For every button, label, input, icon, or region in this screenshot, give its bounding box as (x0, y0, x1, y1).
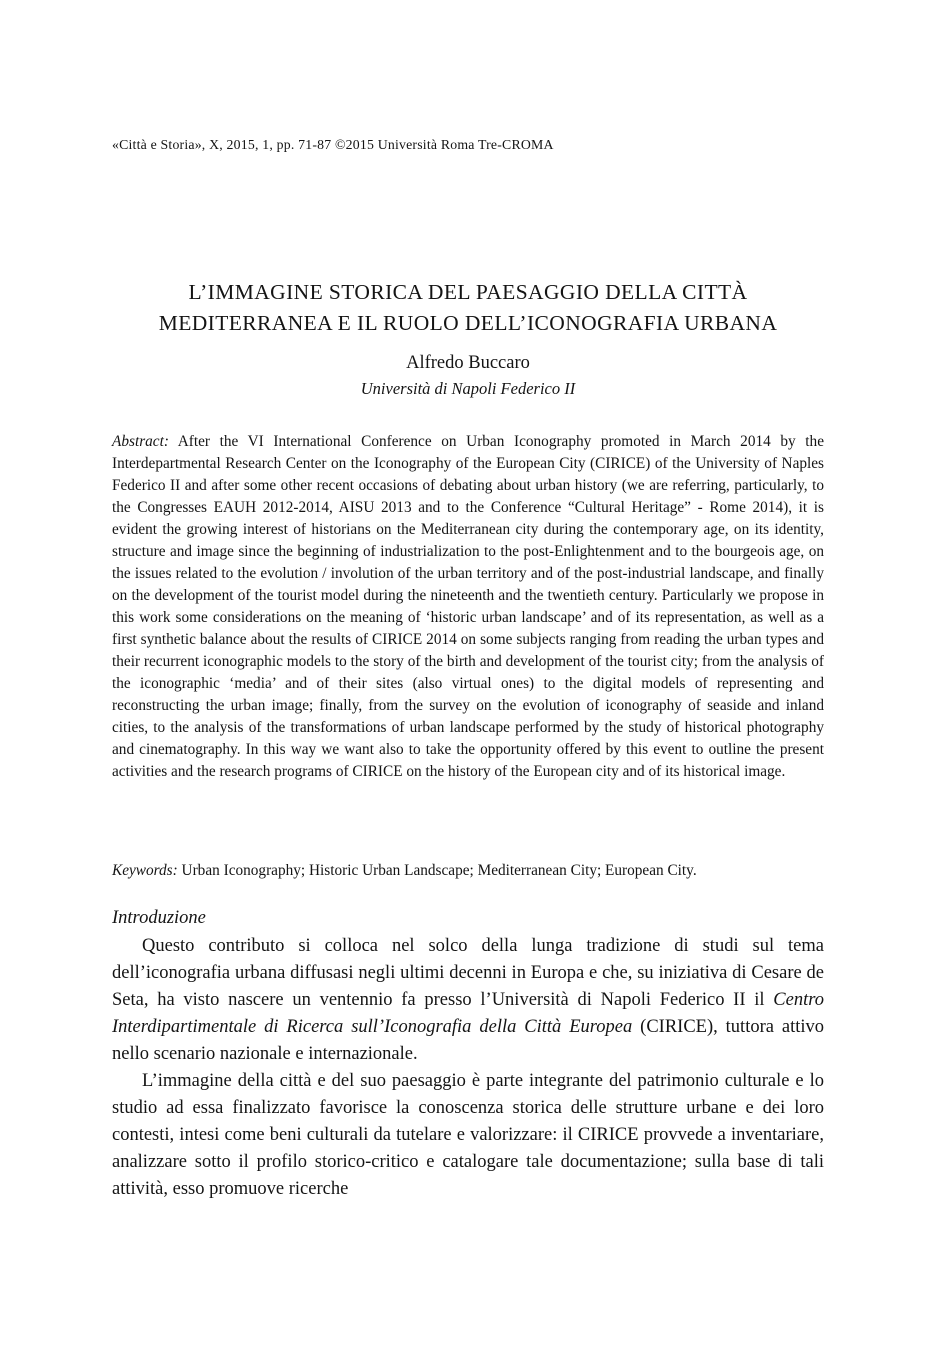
introduction-body (112, 933, 824, 1203)
keywords-text: Urban Iconography; Historic Urban Landscape; Mediterranean City; European City. (177, 862, 697, 879)
section-heading-introduzione: Introduzione (112, 908, 206, 928)
article-title-line1: L’IMMAGINE STORICA DEL PAESAGGIO DELLA CITTÀ (188, 280, 748, 304)
journal-header: «Città e Storia», X, 2015, 1, pp. 71-87 ©2015 Università Roma Tre-CROMA (112, 137, 554, 152)
introduction-paragraph-2: L’immagine della città e del suo paesaggio è parte integrante del patrimonio culturale e lo studio ad essa finalizzato favorisce la conoscenza storica delle strutture urbane e dei loro contesti, intesi come beni culturali da tutelare e valorizzare: il CIRICE provvede a inventariare, analizzare sotto il profilo storico-critico e catalogare tale documentazione; sulla base di tali attività, esso promuove ricerche (112, 1071, 824, 1199)
paragraph-1-text-end: (CIRICE), tuttora attivo nello scenario nazionale e internazionale. (112, 1017, 825, 1064)
abstract-text: After the VI International Conference on Urban Iconography promoted in March 2014 by the Interdepartmental Research Center on the Iconography of the European City (CIRICE) of the University of Naples Federico II and after some other recent occasions of debating about urban history (we are referring, particularly, to the Congresses EAUH 2012-2014, AISU 2013 and to the Conference “Cultural Heritage” - Rome 2014), it is evident the growing interest of historians on the Mediterranean city during the contemporary age, on its identity, structure and image since the beginning of industrialization to the post-Enlightenment and to the bourgeois age, on the issues related to the evolution / involution of the urban territory and of the post-industrial landscape, and finally on the development of the tourist model during the nineteenth and the twentieth century. Particularly we propose in this work some considerations on the meaning of ‘historic urban landscape’ and of its representation, as well as a first synthetic balance about the results of CIRICE 2014 on some subjects ranging from reading the urban types and their recurrent iconographic models to the story of the birth and development of the tourist city; from the analysis of the iconographic ‘media’ and of their sites (also virtual ones) to the digital models of representing and reconstructing the urban image; finally, from the survey on the evolution of iconography of seaside and inland cities, to the analysis of the transformations of urban landscape performed by the study of historical photography and cinematography. In this way we want also to take the opportunity offered by this event to outline the present activities and the research programs of CIRICE on the history of the European city and of its historical image. (112, 433, 824, 780)
paragraph-1-italic-phrase: Centro Interdipartimentale di Ricerca sull’Iconografia della Città Europea (112, 990, 824, 1037)
article-title-line2: MEDITERRANEA E IL RUOLO DELL’ICONOGRAFIA URBANA (158, 311, 778, 335)
abstract-label: Abstract: (112, 433, 169, 450)
keywords-label: Keywords: (112, 862, 178, 879)
abstract-section (112, 431, 824, 783)
paragraph-1-text-start: Questo contributo si colloca nel solco della lunga tradizione di studi sul tema dell’iconografia urbana diffusasi negli ultimi decenni in Europa e che, su iniziativa di Cesare de Seta, ha visto nascere un ventennio fa presso l’Università di Napoli Federico II il (112, 936, 824, 1010)
author-affiliation: Università di Napoli Federico II (360, 379, 576, 398)
article-title (112, 277, 824, 339)
author-name: Alfredo Buccaro (406, 353, 530, 373)
introduction-paragraph-1 (112, 933, 824, 1068)
keywords-section (112, 860, 824, 882)
